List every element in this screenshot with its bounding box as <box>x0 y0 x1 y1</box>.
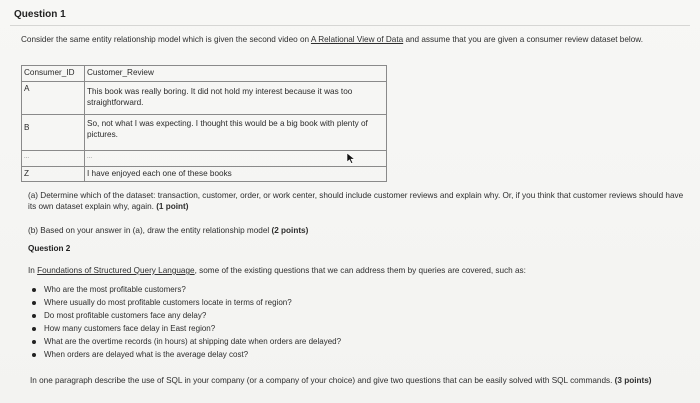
q2-intro-end: , some of the existing questions that we can address them by queries are covered, such as: <box>194 266 526 275</box>
consumer-id-cell: B <box>22 115 85 151</box>
table-row <box>22 167 387 182</box>
consumer-id-cell: ... <box>22 151 85 167</box>
part-b-points: (2 points) <box>271 226 309 235</box>
table-row <box>22 82 387 115</box>
part-b-text: (b) Based on your answer in (a), draw the entity relationship model <box>28 226 270 235</box>
customer-review-cell: ... <box>85 151 387 167</box>
customer-review-cell: This book was really boring. It did not hold my interest because it was too straightforward. <box>85 82 387 115</box>
part-a-points: (1 point) <box>156 202 189 211</box>
example-questions-list <box>28 283 341 361</box>
question-1-title: Question 1 <box>14 9 66 20</box>
column-header-consumer-id: Consumer_ID <box>22 66 85 82</box>
list-item: Where usually do most profitable customers locate in terms of region? <box>28 296 341 309</box>
part-a-prompt <box>28 190 688 212</box>
question-2-title: Question 2 <box>28 244 71 253</box>
intro-text-start: Consider the same entity relationship model which is given the second video on <box>21 35 311 44</box>
relational-view-link[interactable]: A Relational View of Data <box>310 35 404 44</box>
mouse-pointer-icon <box>346 152 356 164</box>
title-divider <box>10 25 690 26</box>
intro-text-end: and assume that you are given a consumer review dataset below. <box>403 35 644 44</box>
table-row <box>22 151 387 167</box>
list-item: How many customers face delay in East region? <box>28 322 341 335</box>
part-a-text: (a) Determine which of the dataset: transaction, customer, order, or work center, should include customer reviews and explain why. Or, if you think that customer reviews should have its own dataset explain why, again. <box>28 191 684 211</box>
customer-review-cell: I have enjoyed each one of these books <box>85 167 387 182</box>
column-header-customer-review: Customer_Review <box>85 66 387 82</box>
list-item: Do most profitable customers face any delay? <box>28 309 341 322</box>
list-item: What are the overtime records (in hours) at shipping date when orders are delayed? <box>28 335 341 348</box>
q2-task-points: (3 points) <box>614 376 652 385</box>
table-row <box>22 115 387 151</box>
part-b-prompt <box>28 225 308 236</box>
question-2-intro <box>28 265 688 276</box>
table-header-row <box>22 66 387 82</box>
list-item: When orders are delayed what is the average delay cost? <box>28 348 341 361</box>
question-2-task <box>30 375 690 386</box>
list-item: Who are the most profitable customers? <box>28 283 341 296</box>
q2-task-text: In one paragraph describe the use of SQL in your company (or a company of your choice) and give two questions that can be easily solved with SQL commands. <box>30 376 613 385</box>
sql-foundations-link[interactable]: Foundations of Structured Query Language <box>37 266 195 275</box>
q2-intro-start: In <box>28 266 38 275</box>
consumer-id-cell: Z <box>22 167 85 182</box>
customer-review-cell: So, not what I was expecting. I thought this would be a big book with plenty of pictures. <box>85 115 387 151</box>
question-1-intro <box>21 34 686 45</box>
consumer-review-table <box>21 65 387 182</box>
consumer-id-cell: A <box>22 82 85 115</box>
